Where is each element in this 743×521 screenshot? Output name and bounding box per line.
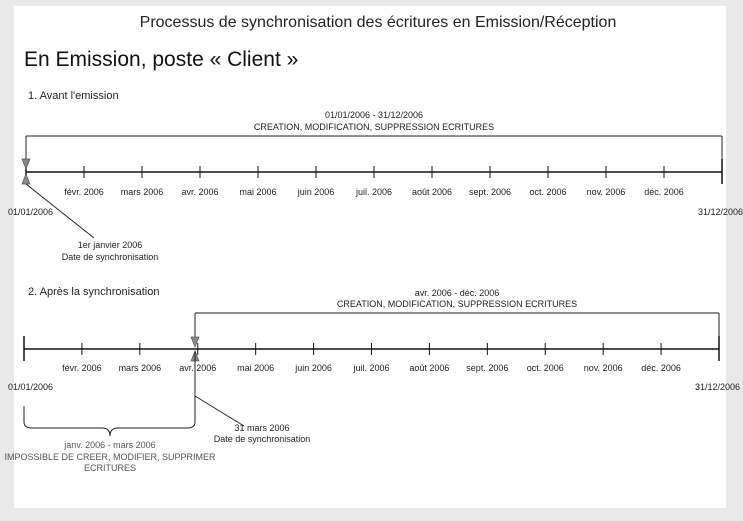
month-label: août 2006 [409, 363, 450, 373]
t2-sync-caption: Date de synchronisation [213, 434, 311, 444]
t2-end-label: 31/12/2006 [695, 382, 741, 392]
t2-sync-marker [191, 337, 244, 426]
t2-locked-period: janv. 2006 - mars 2006 [64, 440, 156, 450]
t2-locked-line2: ECRITURES [83, 463, 137, 473]
t1-period-label: 01/01/2006 - 31/12/2006 [324, 110, 424, 120]
section-heading: En Emission, poste « Client » [24, 48, 299, 71]
step-2-label: 2. Après la synchronisation [28, 286, 160, 298]
t2-sync-date: 31 mars 2006 [234, 423, 290, 433]
month-label: avr. 2006 [181, 187, 219, 197]
t2-locked-brace [24, 351, 195, 436]
month-label: oct. 2006 [529, 187, 567, 197]
t2-period-bracket [195, 313, 719, 340]
t1-sync-marker [22, 159, 94, 238]
t1-action-label: CREATION, MODIFICATION, SUPPRESSION ECRITURES [253, 122, 495, 132]
t1-sync-caption: Date de synchronisation [61, 252, 159, 262]
t1-end-label: 31/12/2006 [698, 207, 743, 217]
month-label: déc. 2006 [644, 187, 684, 197]
month-label: sept. 2006 [466, 363, 509, 373]
month-label: déc. 2006 [641, 363, 681, 373]
month-label: mars 2006 [118, 363, 162, 373]
month-label: juin 2006 [295, 363, 332, 373]
t2-start-label: 01/01/2006 [8, 382, 54, 392]
t2-action-label: CREATION, MODIFICATION, SUPPRESSION ECRITURES [336, 299, 578, 309]
t2-period-label: avr. 2006 - déc. 2006 [414, 288, 500, 298]
month-label: mai 2006 [239, 187, 277, 197]
document-page [4, 6, 743, 508]
month-label: oct. 2006 [526, 363, 564, 373]
step-1-label: 1. Avant l'emission [28, 90, 119, 102]
month-label: juil. 2006 [355, 187, 393, 197]
page-title: Processus de synchronisation des écritures en Emission/Réception [139, 14, 617, 31]
month-label: mars 2006 [120, 187, 164, 197]
month-label: août 2006 [411, 187, 453, 197]
t1-start-label: 01/01/2006 [8, 207, 54, 217]
month-label: avr. 2006 [179, 363, 217, 373]
month-label: nov. 2006 [583, 363, 623, 373]
t1-sync-date: 1er janvier 2006 [77, 240, 143, 250]
month-label: mai 2006 [237, 363, 275, 373]
t1-period-bracket [26, 136, 722, 163]
month-label: juil. 2006 [353, 363, 390, 373]
month-label: févr. 2006 [62, 363, 102, 373]
t2-locked-line1: IMPOSSIBLE DE CREER, MODIFIER, SUPPRIMER [4, 452, 216, 462]
month-label: sept. 2006 [468, 187, 512, 197]
month-label: juin 2006 [297, 187, 335, 197]
month-label: nov. 2006 [586, 187, 626, 197]
month-label: févr. 2006 [64, 187, 104, 197]
